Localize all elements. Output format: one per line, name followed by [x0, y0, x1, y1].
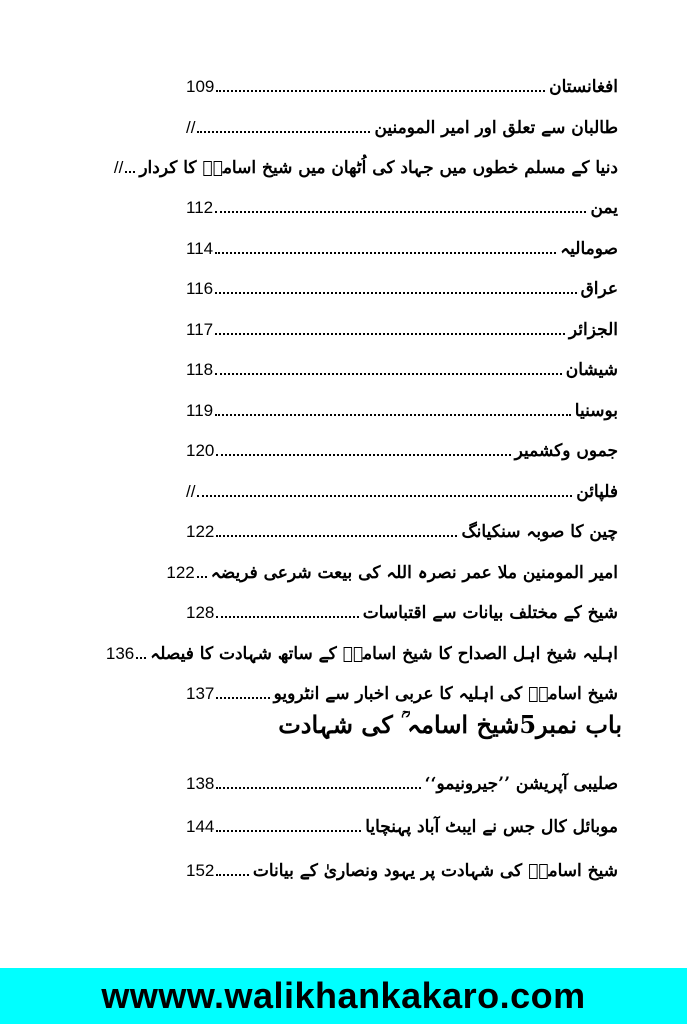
- chapter-heading: [278, 707, 622, 741]
- entry-title: بوسنیا: [574, 401, 618, 421]
- dot-leader: [216, 830, 361, 832]
- entry-title: فلپائن: [576, 482, 618, 502]
- toc-entry: [186, 473, 618, 501]
- entry-title: یمن: [590, 198, 618, 218]
- dot-leader: [136, 657, 146, 659]
- dot-leader: [215, 333, 565, 335]
- entry-title: شیخ کے مختلف بیانات سے اقتباسات: [362, 603, 618, 623]
- toc-entry: [186, 351, 618, 379]
- entry-title: طالبان سے تعلق اور امیر المومنین: [374, 118, 618, 138]
- dot-leader: [215, 211, 586, 213]
- toc-entry: [186, 230, 618, 258]
- chapter-title: شیخ اسامہ ؒ کی شہادت: [278, 709, 520, 739]
- entry-page: 118: [186, 360, 214, 379]
- dot-leader: [216, 535, 457, 537]
- toc-entry: [186, 765, 618, 793]
- dot-leader: [216, 874, 249, 876]
- toc-entry: [186, 392, 618, 420]
- dot-leader: [216, 697, 269, 699]
- toc-entry: [186, 675, 618, 703]
- entry-page: //: [113, 158, 124, 177]
- entry-title: عراق: [580, 279, 618, 299]
- dot-leader: [215, 373, 562, 375]
- entry-page: 144: [186, 817, 215, 836]
- entry-title: جموں وکشمیر: [514, 441, 618, 461]
- toc-entry: [186, 808, 618, 836]
- entry-page: 114: [186, 239, 214, 258]
- entry-title: دنیا کے مسلم خطوں میں جہاد کی اُٹھان میں شیخ اسامہؒ کا کردار: [139, 158, 618, 178]
- dot-leader: [216, 454, 510, 456]
- chapter-label: باب نمبر5: [519, 709, 622, 739]
- entry-page: 138: [186, 774, 215, 793]
- footer-banner: [0, 968, 687, 1024]
- dot-leader: [216, 90, 545, 92]
- toc-entry: [105, 635, 618, 664]
- toc-entry: [113, 149, 618, 178]
- entry-page: 120: [186, 441, 215, 460]
- entry-title: شیشان: [565, 360, 618, 380]
- entry-title: موبائل کال جس نے ایبٹ آباد پہنچایا: [365, 817, 618, 837]
- entry-title: الجزائر: [568, 320, 618, 340]
- toc-entry: [186, 109, 618, 137]
- dot-leader: [216, 616, 358, 618]
- entry-title: اہلیہ شیخ اہل الصداح کا شیخ اسامہؒ کے ساتھ شہادت کا فیصلہ: [150, 644, 618, 664]
- website-url: wwww.walikhankakaro.com: [101, 975, 586, 1016]
- dot-leader: [125, 171, 135, 173]
- toc-entry: [166, 554, 618, 583]
- entry-title: امیر المومنین ملا عمر نصرہ اللہ کی بیعت شرعی فریضہ: [210, 563, 618, 583]
- entry-title: شیخ اسامہؒ کی شہادت پر یہود ونصاریٰ کے بیانات: [252, 861, 618, 881]
- entry-title: صومالیہ: [560, 239, 618, 259]
- entry-page: 122: [166, 563, 195, 582]
- dot-leader: [215, 414, 571, 416]
- toc-entry: [186, 432, 618, 460]
- entry-page: 116: [186, 279, 214, 298]
- dot-leader: [197, 131, 370, 133]
- entry-page: //: [186, 118, 196, 137]
- entry-page: 109: [186, 77, 215, 96]
- entry-page: 112: [186, 198, 214, 217]
- entry-page: 152: [186, 861, 215, 880]
- toc-entry: [186, 311, 618, 339]
- entry-title: چین کا صوبہ سنکیانگ: [461, 522, 618, 542]
- dot-leader: [216, 787, 420, 789]
- entry-page: 136: [105, 644, 135, 663]
- entry-title: افغانستان: [549, 77, 618, 97]
- toc-entry: [186, 594, 618, 622]
- entry-title: شیخ اسامہؒ کی اہلیہ کا عربی اخبار سے انٹرویو: [273, 684, 618, 704]
- entry-title: صلیبی آپریشن ’’جیرونیمو‘‘: [424, 774, 618, 794]
- toc-entry: [186, 270, 618, 298]
- dot-leader: [197, 576, 207, 578]
- entry-page: 122: [186, 522, 215, 541]
- dot-leader: [197, 495, 572, 497]
- entry-page: 128: [186, 603, 215, 622]
- toc-entry: [186, 852, 618, 880]
- toc-entry: [186, 68, 618, 96]
- entry-page: //: [186, 482, 196, 501]
- entry-page: 117: [186, 320, 214, 339]
- dot-leader: [215, 292, 576, 294]
- toc-entry: [186, 189, 618, 217]
- entry-page: 119: [186, 401, 214, 420]
- entry-page: 137: [186, 684, 215, 703]
- dot-leader: [215, 252, 556, 254]
- toc-entry: [186, 513, 618, 541]
